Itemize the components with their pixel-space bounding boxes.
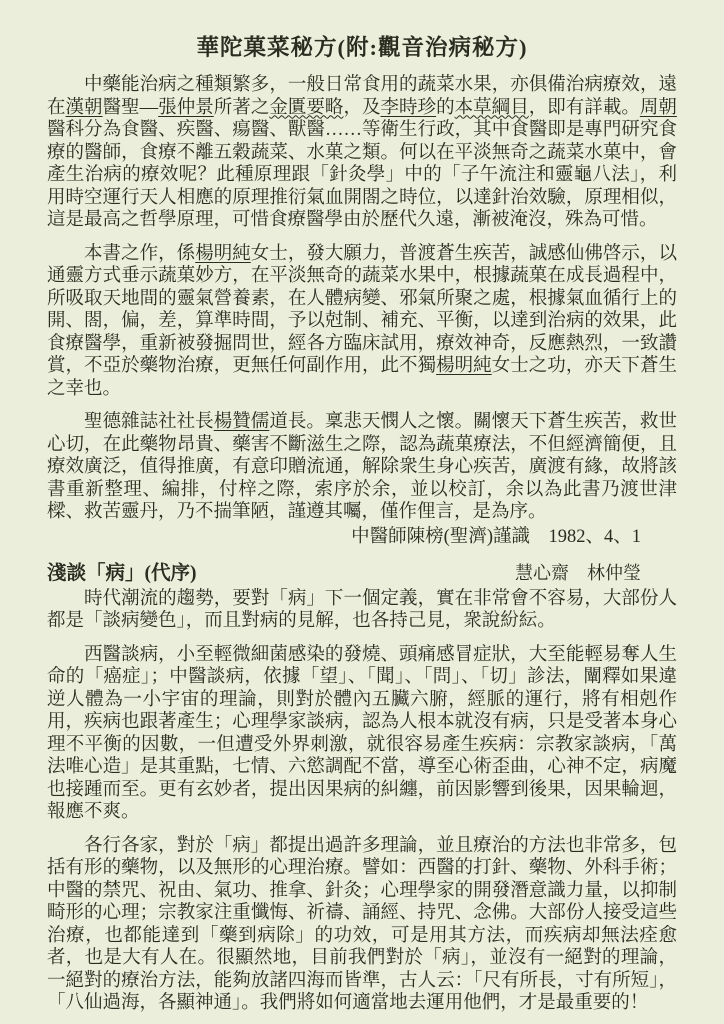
text-run: 所著之 — [213, 97, 270, 118]
document-title: 華陀菓菜秘方(附:觀音治病秘方) — [196, 35, 528, 60]
signature-line — [47, 526, 677, 549]
text-run: 中藥能治病之種類繁多，一般日常食用的蔬菜水果，亦俱備治病療效，遠在 — [47, 75, 677, 118]
text-run: 女士，發大願力，普渡蒼生疾苦，誠感仙佛啓示，以通靈方式垂示蔬菓妙方，在平淡無奇的蔬菜水果中，根據蔬菓在成長過程中，所吸取天地間的靈氣營養素，在人體病變、邪氣所聚之處，根據氣血循行上的開、閤，偏，差，算準時間，予以尅制、補充、平衡，以達到治病的效果，此食療醫學，重新被發掘問世，經各方臨床試用，療效神奇，反應熱烈，一致讚賞，不亞於藥物治療，更無任何副作用，此不獨 — [47, 243, 677, 376]
section-heading: 淺談「病」(代序) — [47, 563, 197, 584]
text-run: 聖德雜誌社社長 — [84, 412, 214, 432]
paragraph — [47, 644, 677, 824]
text-run: 本書之作，係 — [84, 243, 196, 264]
text-run: 時代潮流的趨勢，要對「病」下一個定義，實在非常會不容易，大部份人都是「談病變色」，而且對病的見解，也各持己見，衆說紛紜。 — [47, 588, 677, 631]
preface-section — [47, 74, 677, 524]
proper-noun-underlined: 楊贊儒 — [213, 412, 270, 432]
text-run: 西醫談病，小至輕微細菌感染的發燒、頭痛感冒症狀，大至能輕易奪人生命的「癌症」；中醫談病，依據「望」、「聞」、「問」、「切」診法，闡釋如果違逆人體為一小宇宙的理論，則對於體內五臟六腑，經脈的運行，將有相剋作用，疾病也跟著產生；心理學家談病，認為人根本就沒有病，只是受著本身心理不平衡的因數，一但遭受外界刺激，就很容易產生疾病：宗教家談病，「萬法唯心造」是其重點，七情、六慾調配不當，導至心術歪曲，心神不定，病魔也接踵而至。更有玄妙者，提出因果病的糾纏，前因影響到後果，因果輪迴，報應不爽。 — [47, 644, 677, 822]
proper-noun-underlined: 楊明純 — [436, 356, 492, 376]
proper-noun-underlined: 周朝 — [639, 97, 677, 118]
essay-section — [47, 588, 677, 1015]
text-run: 醫聖— — [102, 97, 159, 118]
proper-noun-underlined: 李時珍 — [380, 97, 437, 118]
signature-name: 中醫師陳榜(聖濟)謹識 — [351, 526, 530, 547]
text-run: ，及 — [343, 97, 381, 118]
book-title-underlined: 本草綱目 — [454, 97, 529, 118]
text-run: ，即有詳載。 — [528, 97, 640, 118]
paragraph — [47, 411, 677, 524]
book-title-underlined: 金匱要略 — [269, 97, 344, 118]
proper-noun-underlined: 張仲景 — [158, 97, 214, 118]
section-heading-row — [47, 562, 677, 586]
text-run: 的 — [436, 97, 455, 118]
paragraph — [47, 588, 677, 633]
text-run: 醫科分為食醫、疾醫、瘍醫、獸醫……等衛生行政，其中食醫即是專門研究食療的醫師，食療不離五穀蔬菜、水菓之類。何以在平淡無奇之蔬菜水菓中，會產生治病的療效呢？此種原理跟「針灸學」中的「子午流注和靈龜八法」，利用時空運行天人相應的原理推衍氣血開閤之時位，以達針治效驗，原理相似，這是最高之哲學原理，可惜食療醫學由於歷代久遠，漸被淹沒，殊為可惜。 — [47, 120, 677, 230]
paragraph — [47, 835, 677, 1015]
text-run: 女士之功，亦天下蒼生之幸也。 — [47, 356, 677, 399]
signature-date: 1982、4、1 — [548, 526, 641, 547]
proper-noun-underlined: 漢朝 — [65, 97, 103, 118]
paragraph — [47, 74, 677, 232]
paragraph — [47, 243, 677, 401]
section-author: 慧心齋 林仲瑩 — [515, 563, 641, 583]
text-run: 道長。稟悲天憫人之懷。關懷天下蒼生疾苦，救世心切，在此藥物昂貴、藥害不斷滋生之際，認為蔬菓療法，不但經濟簡便，且療效廣泛，值得推廣，有意印贈流通，解除衆生身心疾苦，廣渡有緣，故將該書重新整理、編排，付梓之際，索序於余，並以校訂，余以為此書乃渡世津樑、救苦靈丹，乃不揣筆陋，謹遵其囑，僅作俚言，是為序。 — [47, 412, 677, 522]
document-body — [47, 74, 677, 1015]
proper-noun-underlined: 楊明純 — [195, 243, 251, 264]
text-run: 各行各家，對於「病」都提出過許多理論，並且療治的方法也非常多，包括有形的藥物，以及無形的心理治療。譬如：西醫的打針、藥物、外科手術；中醫的禁咒、祝由、氣功、推拿、針灸；心理學家的開發潛意識力量，以抑制畸形的心理；宗教家注重懺悔、祈禱、誦經、持咒、念佛。大部份人接受這些治療，也都能達到「藥到病除」的功效，可是用其方法，而疾病却無法痊愈者，也是大有人在。很顯然地，目前我們對於「病」，並沒有一絕對的理論，一絕對的療治方法，能夠放諸四海而皆準，古人云：「尺有所長，寸有所短」，「八仙過海，各顯神通」。我們將如何適當地去運用他們，才是最重要的！ — [47, 835, 677, 1013]
